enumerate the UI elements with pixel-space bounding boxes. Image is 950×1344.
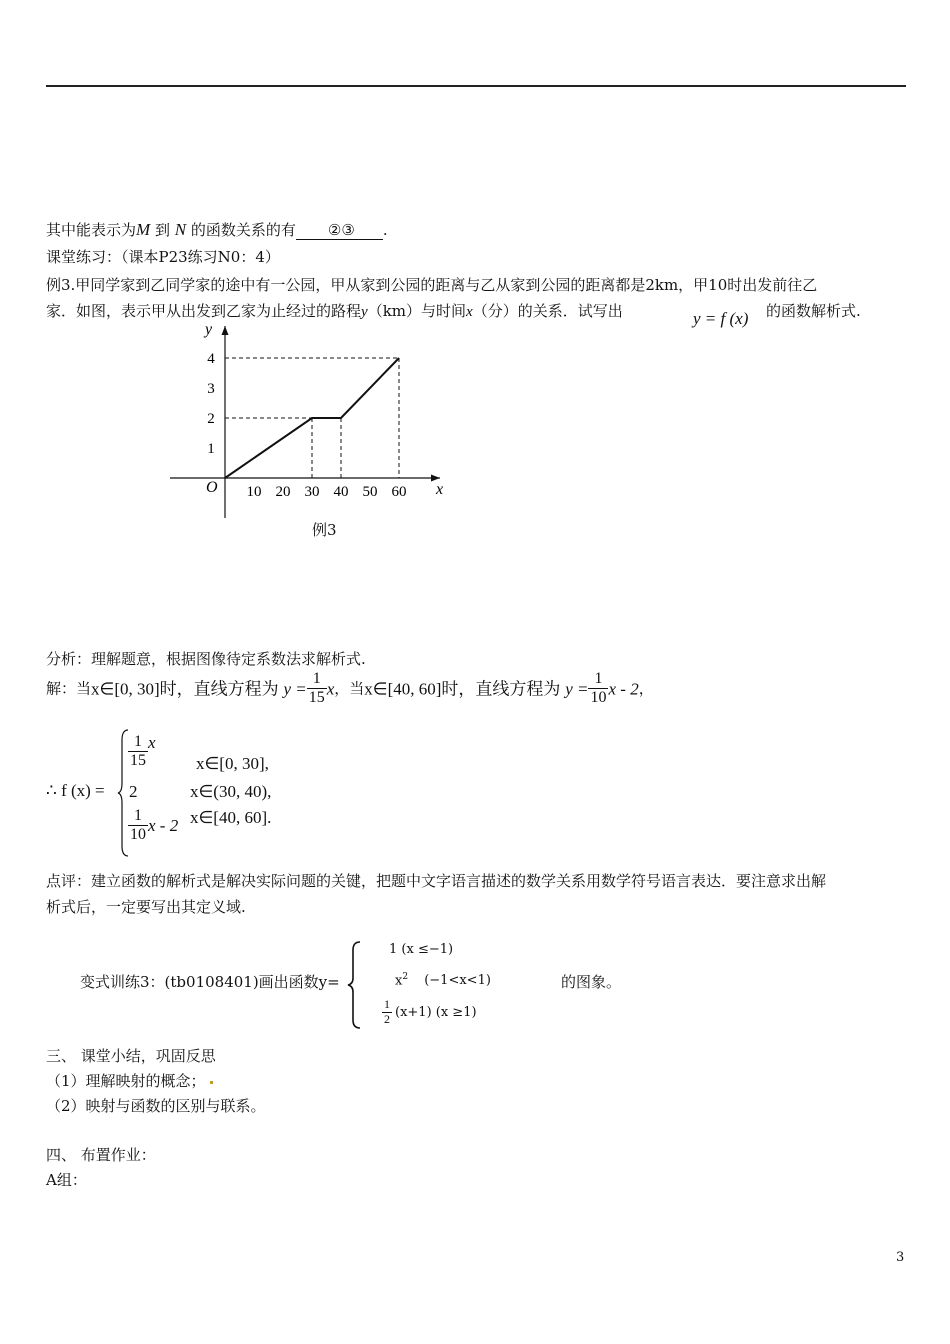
- header-rule: [46, 85, 906, 87]
- frac-den: 10: [130, 826, 146, 844]
- frac-num: 1: [128, 733, 148, 752]
- answer-text: ②③: [327, 221, 355, 239]
- q-prefix: 其中能表示为: [46, 221, 137, 239]
- case2-cond: (−1<x<1): [424, 973, 491, 989]
- pw-r1-var: x: [148, 733, 156, 752]
- piecewise-row3: [128, 807, 178, 845]
- sol-c2-frac: [588, 670, 608, 708]
- sol-label: 解：当: [46, 679, 92, 698]
- frac-den: 2: [384, 1011, 390, 1026]
- section4-title: 四、 布置作业：: [46, 1146, 156, 1164]
- q-end: .: [382, 221, 388, 239]
- variant-prefix: 变式训练3：(tb0108401)画出函数y=: [80, 973, 340, 991]
- comment-line2: 析式后，一定要写出其定义域.: [46, 898, 246, 916]
- page-number: 3: [896, 1250, 905, 1265]
- ex3-var-x: x: [466, 304, 473, 320]
- variant-case3: [382, 998, 477, 1027]
- variant-suffix: 的图象。: [561, 973, 622, 991]
- x-tick-label: 30: [304, 484, 320, 500]
- sol-c1-cond: x∈[0, 30]时，直线方程为: [91, 679, 279, 699]
- comment-line1: 点评：建立函数的解析式是解决实际问题的关键，把题中文字语言描述的数学关系用数学符号语言表达．要注意求出解: [46, 872, 827, 890]
- frac-num: 1: [128, 807, 148, 826]
- y-tick-label: 1: [207, 441, 215, 457]
- example3-text-line1: 例3.甲同学家到乙同学家的途中有一公园，甲从家到公园的距离与乙从家到公园的距离都是2km，甲10时出发前往乙: [46, 276, 818, 294]
- marker-dot: [210, 1081, 213, 1084]
- x-tick-label: 20: [275, 484, 291, 500]
- case3-rest: (x+1) (x ≥1): [395, 1004, 477, 1020]
- ex3-km: （km）与时间: [367, 302, 467, 320]
- mapping-question: [46, 219, 388, 240]
- x-tick-label: 50: [362, 484, 378, 500]
- y-tick-label: 2: [207, 411, 215, 427]
- case2-base: x: [395, 973, 403, 989]
- pw-r3-frac: [128, 807, 148, 845]
- ex3-text-b: 的函数解析式.: [766, 302, 861, 320]
- frac-den: 15: [130, 752, 146, 770]
- set-m: M: [136, 220, 151, 239]
- q-suffix: 的函数关系的有: [190, 221, 296, 239]
- x-axis-label: x: [436, 481, 444, 498]
- ex3-text-a: 家．如图，表示甲从出发到乙家为止经过的路程: [46, 302, 362, 320]
- group-a-label: A组：: [46, 1171, 87, 1189]
- pw-lhs-text: ∴ f (x) =: [46, 781, 105, 800]
- pw-r2-value: 2: [129, 782, 138, 801]
- y-tick-label: 4: [207, 351, 215, 367]
- practice-line: 课堂练习：（课本P23练习N0：4）: [46, 248, 280, 266]
- frac-den: 10: [590, 689, 607, 707]
- piecewise-lhs: [46, 781, 105, 801]
- variant-case2: [395, 972, 491, 988]
- q-mid: 到: [154, 221, 170, 239]
- set-n: N: [174, 220, 187, 239]
- ex3-formula: [693, 309, 748, 329]
- chart-caption: 例3: [312, 521, 337, 539]
- case2-sup: 2: [402, 972, 409, 982]
- x-tick-label: 60: [391, 484, 407, 500]
- frac-num: 1: [307, 670, 327, 689]
- frac-den: 15: [308, 689, 325, 707]
- answer-blank: [296, 221, 383, 240]
- case3-frac: [382, 998, 392, 1027]
- pw-r1-domain: x∈[0, 30],: [196, 754, 269, 773]
- sol-c2-cond: x∈[40, 60]时，直线方程为: [364, 679, 561, 699]
- sol-c1-eq: y =: [283, 679, 307, 699]
- sol-c1-frac: [307, 670, 327, 708]
- sol-c2-end: ，: [638, 679, 654, 698]
- variant-brace: [346, 940, 362, 1030]
- ex3-formula-text: y = f (x): [693, 309, 749, 328]
- pw-r3-var: x - 2: [148, 815, 179, 835]
- sol-c2-eq: y =: [565, 679, 589, 699]
- origin-label: O: [206, 479, 218, 496]
- pw-r1-frac: [128, 733, 148, 771]
- frac-num: 1: [384, 997, 390, 1011]
- pw-r2-domain: x∈(30, 40),: [190, 782, 272, 801]
- frac-num: 1: [588, 670, 608, 689]
- sol-c2-pre: ，当: [334, 679, 365, 698]
- solution-line: [46, 670, 654, 708]
- ex3-min: （分）的关系．试写出: [472, 302, 623, 320]
- distance-time-chart: [160, 318, 460, 528]
- piecewise-row1: [128, 733, 156, 771]
- analysis-line: 分析：理解题意，根据图像待定系数法求解析式.: [46, 650, 366, 668]
- section3-item2: （2）映射与函数的区别与联系。: [46, 1097, 266, 1115]
- x-tick-label: 40: [333, 484, 349, 500]
- sol-c1-var: x: [326, 679, 335, 699]
- s3-item1-text: （1）理解映射的概念；: [46, 1072, 206, 1090]
- variant-case1: 1 (x ≤−1): [389, 942, 454, 957]
- y-axis-arrow: [222, 326, 229, 335]
- x-tick-label: 10: [246, 484, 262, 500]
- y-axis-label: y: [205, 321, 213, 338]
- section3-item1: [46, 1070, 213, 1091]
- section3-title: 三、 课堂小结，巩固反思: [46, 1047, 216, 1065]
- sol-c2-tail: x - 2: [608, 679, 639, 699]
- y-tick-label: 3: [207, 381, 215, 397]
- pw-r3-domain: x∈[40, 60].: [190, 808, 272, 827]
- ex3-var-y: y: [361, 304, 368, 320]
